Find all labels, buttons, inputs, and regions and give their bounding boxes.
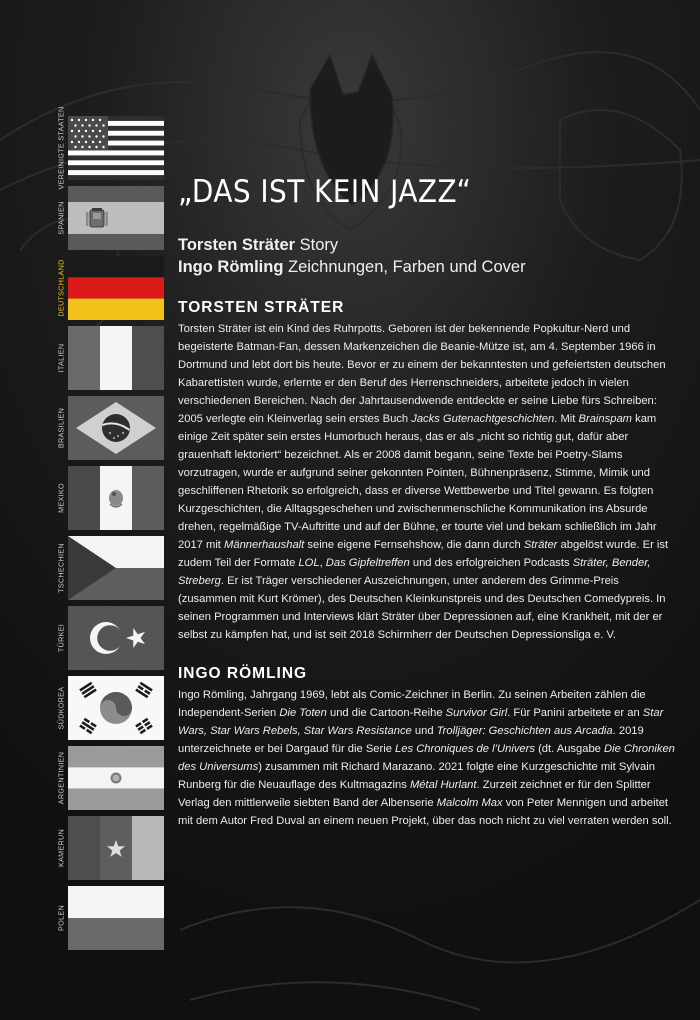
flag-row-italy[interactable] <box>52 326 164 390</box>
bio-roemling: Ingo Römling, Jahrgang 1969, lebt als Comic-Zeichner in Berlin. Zu seinen Arbeiten zählen die Independent-Serien Die Toten und die Cartoon-Reihe Survivor Girl. Für Panini arbeitete er an Star Wars, Star Wars Rebels, Star Wars Resistance und Trolljäger: Geschichten aus Arcadia. 2019 unterzeichnete er bei Dargaud für die Serie Les Chroniques de l’Univers (dt. Ausgabe Die Chroniken des Universums) zusammen mit Richard Marazano. 2021 folgte eine Kurzgeschichte mit Sylvain Runberg für die Neuauflage des Kultmagazins Métal Hurlant. Zurzeit zeichnet er für den Splitter Verlag den mittlerweile siebten Band der Albenserie Malcolm Max von Peter Mennigen und arbeitet mit dem Autor Fred Duval an einem neuen Projekt, über das noch nicht zu viel verraten werden soll. <box>178 689 675 827</box>
page-title: „DAS IST KEIN JAZZ“ <box>178 174 472 210</box>
cameroon-flag-icon <box>68 816 164 880</box>
poland-flag-icon <box>68 886 164 950</box>
flag-row-germany[interactable] <box>52 256 164 320</box>
credit-line <box>178 234 678 256</box>
flag-label: ITALIEN <box>56 343 66 373</box>
czech-flag-icon <box>68 536 164 600</box>
credit-role: Story <box>299 236 339 254</box>
flag-row-brazil[interactable] <box>52 396 164 460</box>
flag-label: DEUTSCHLAND <box>56 259 66 317</box>
credit-name: Ingo Römling <box>178 258 284 276</box>
flag-row-south-korea[interactable] <box>52 676 164 740</box>
section-heading-roemling: INGO RÖMLING <box>178 665 308 682</box>
credit-name: Torsten Sträter <box>178 236 296 254</box>
credits-block <box>178 234 678 278</box>
flag-label: VEREINIGTE STAATEN <box>56 106 66 190</box>
brazil-flag-icon <box>68 396 164 460</box>
flag-label: TSCHECHIEN <box>56 543 66 593</box>
flag-label: TÜRKEI <box>56 623 66 653</box>
credit-role: Zeichnungen, Farben und Cover <box>288 258 526 276</box>
flag-label: MEXIKO <box>56 483 66 513</box>
flag-row-argentina[interactable] <box>52 746 164 810</box>
flag-label: SPANIEN <box>56 201 66 235</box>
bio-straeter: Torsten Sträter ist ein Kind des Ruhrpotts. Geboren ist der bekennende Popkultur-Nerd und begeisterte Batman-Fan, dessen Markenzeichen die Beanie-Mütze ist, am 4. September 1966 in Dortmund und lebt dort bis heute. Bevor er zu einem der bekanntesten und gefeiertsten deutschen Kabarettisten wurde, erlernte er den Beruf des Herrenschneiders, arbeitete jedoch in vielen verschiedenen Bereichen. Nach der Jahrtausendwende entdeckte er seine Liebe fürs Schreiben: 2005 verlegte ein Kleinverlag sein erstes Buch Jacks Gutenachtgeschichten. Mit Brainspam kam einige Zeit später sein erstes Humorbuch heraus, das er als „nicht so richtig gut, dafür aber grauenhaft lektoriert“ bezeichnet. Als er 2008 damit begann, seine Texte bei Poetry-Slams vorzutragen, wurde er aufgrund seiner gekonnten Pointen, Bühnenpräsenz, Stimme, Mimik und geschliffenen Rhetorik so erfolgreich, dass er diverse Wettbewerbe und Titel gewann. Es folgten Kurzgeschichten, die Alltagsgeschehen und zwischenmenschliche Kommunikation ins Absurde drehen, regelmäßige TV-Auftritte und auf der Bühne, er tourte viel und bekam schließlich im Jahr 2017 mit Männerhaushalt seine eigene Fernsehshow, die dann durch Sträter abgelöst wurde. Er ist zudem Teil der Formate LOL, Das Gipfeltreffen und des erfolgreichen Podcasts Sträter, Bender, Streberg. Er ist Träger verschiedener Auszeichnungen, unter anderem des Grimme-Preis (zusammen mit Kurt Krömer), des Deutschen Kleinkunstpreis und des Deutschen Comedypreis. In seinen Programmen und Interviews klärt Sträter über Depressionen auf, eine Krankheit, mit der er selbst zu kämpfen hat, und ist seit 2018 Schirmherr der Deutschen Depressionsliga e. V. <box>178 323 669 641</box>
flag-row-spain[interactable] <box>52 186 164 250</box>
argentina-flag-icon <box>68 746 164 810</box>
flag-label: BRASILIEN <box>56 407 66 449</box>
flag-label: ARGENTINIEN <box>56 751 66 805</box>
flag-label: KAMERUN <box>56 828 66 868</box>
main-content <box>178 174 678 830</box>
section-heading-straeter: TORSTEN STRÄTER <box>178 299 345 316</box>
flag-row-usa[interactable] <box>52 106 164 190</box>
flag-row-turkey[interactable] <box>52 606 164 670</box>
flag-label: SÜDKOREA <box>56 686 66 730</box>
spain-flag-icon <box>68 186 164 250</box>
credit-line <box>178 256 678 278</box>
germany-flag-icon <box>68 256 164 320</box>
flag-row-mexico[interactable] <box>52 466 164 530</box>
flag-row-czech[interactable] <box>52 536 164 600</box>
usa-flag-icon <box>68 116 164 180</box>
flag-label: POLEN <box>56 905 66 931</box>
mexico-flag-icon <box>68 466 164 530</box>
italy-flag-icon <box>68 326 164 390</box>
country-flags-column <box>52 106 164 958</box>
south-korea-flag-icon <box>68 676 164 740</box>
flag-row-cameroon[interactable] <box>52 816 164 880</box>
turkey-flag-icon <box>68 606 164 670</box>
flag-row-poland[interactable] <box>52 886 164 950</box>
